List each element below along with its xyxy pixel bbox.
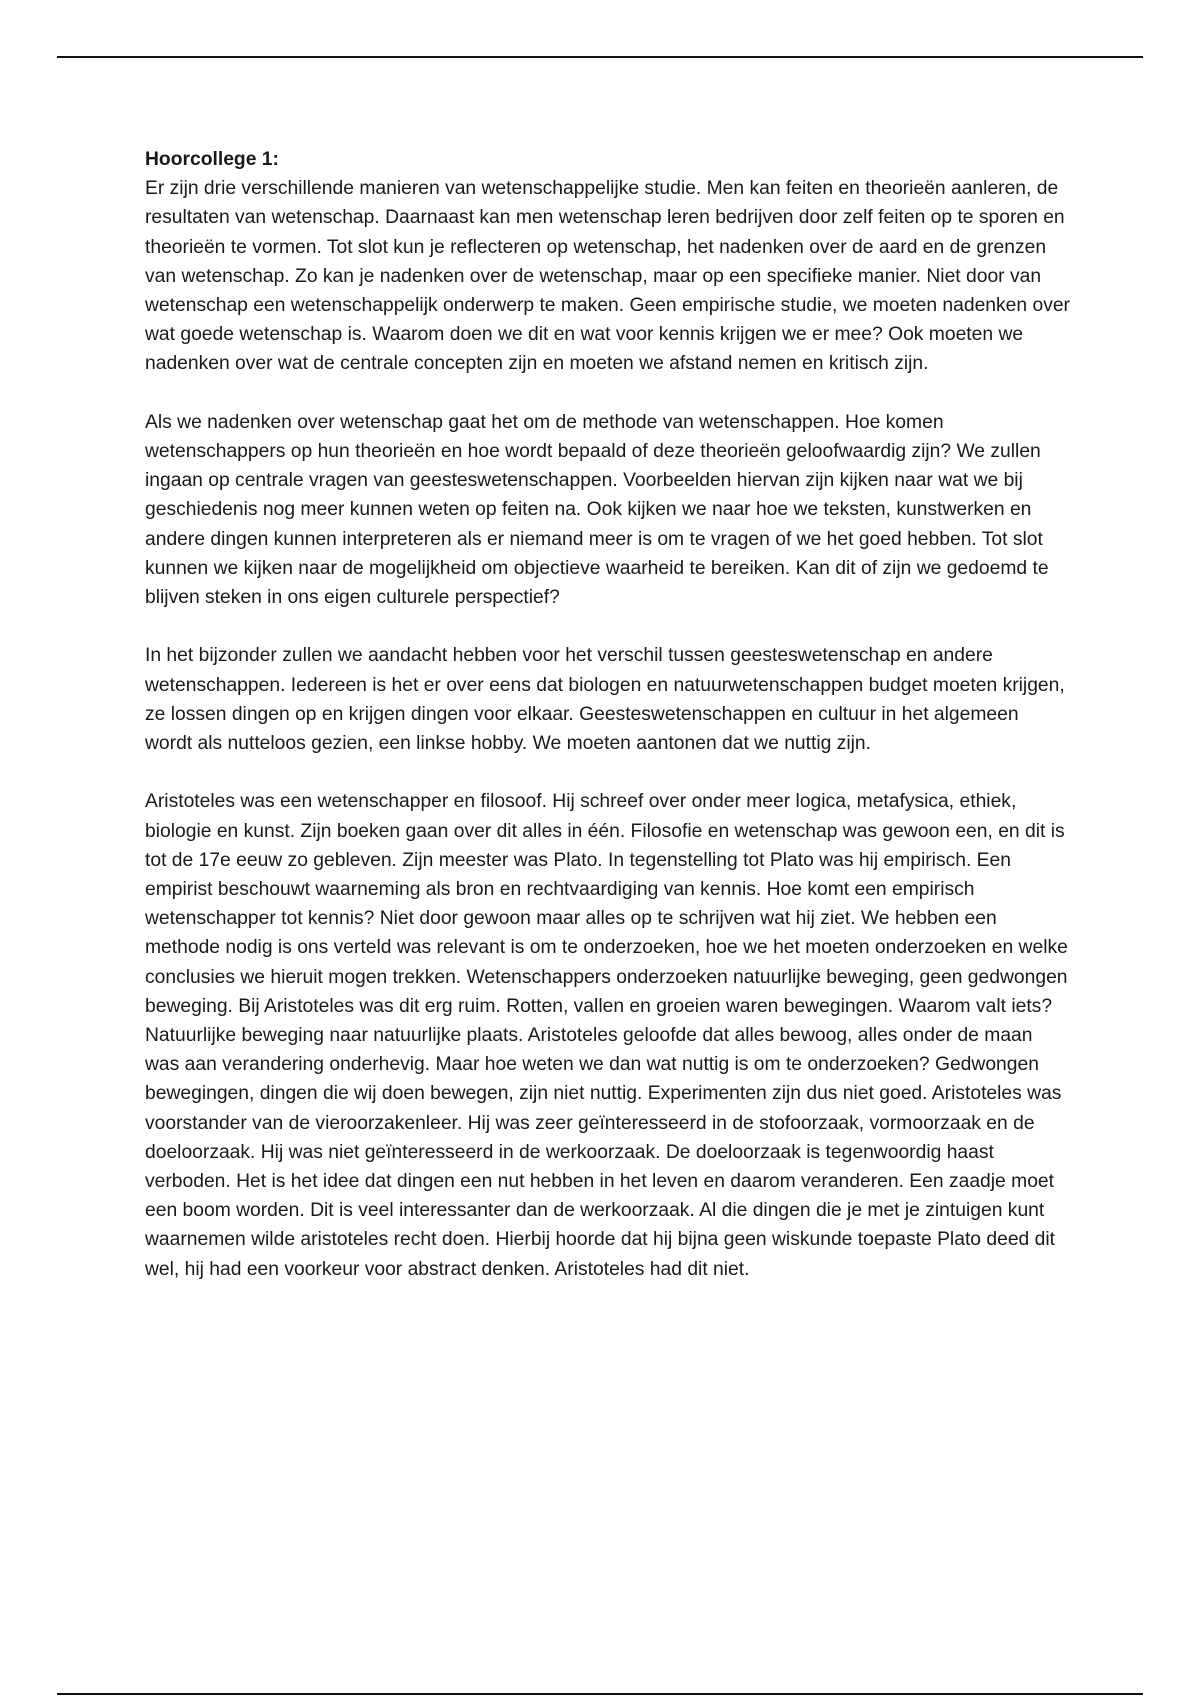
bottom-rule xyxy=(57,1693,1143,1695)
paragraph-4: Aristoteles was een wetenschapper en filosoof. Hij schreef over onder meer logica, metafysica, ethiek, biologie en kunst. Zijn boeken gaan over dit alles in één. Filosofie en wetenschap was gewoon een, en dit is tot de 17e eeuw zo gebleven. Zijn meester was Plato. In tegenstelling tot Plato was hij empirisch. Een empirist beschouwt waarneming als bron en rechtvaardiging van kennis. Hoe komt een empirisch wetenschapper tot kennis? Niet door gewoon maar alles op te schrijven wat hij ziet. We hebben een methode nodig is ons verteld was relevant is om te onderzoeken, hoe we het moeten onderzoeken en welke conclusies we hieruit mogen trekken. Wetenschappers onderzoeken natuurlijke beweging, geen gedwongen beweging. Bij Aristoteles was dit erg ruim. Rotten, vallen en groeien waren bewegingen. Waarom valt iets? Natuurlijke beweging naar natuurlijke plaats. Aristoteles geloofde dat alles bewoog, alles onder de maan was aan verandering onderhevig. Maar hoe weten we dan wat nuttig is om te onderzoeken? Gedwongen bewegingen, dingen die wij doen bewegen, zijn niet nuttig. Experimenten zijn dus niet goed. Aristoteles was voorstander van de vieroorzakenleer. Hij was zeer geïnteresseerd in de stofoorzaak, vormoorzaak en de doeloorzaak. Hij was niet geïnteresseerd in de werkoorzaak. De doeloorzaak is tegenwoordig haast verboden. Het is het idee dat dingen een nut hebben in het leven en daarom veranderen. Een zaadje moet een boom worden. Dit is veel interessanter dan de werkoorzaak. Al die dingen die je met je zintuigen kunt waarnemen wilde aristoteles recht doen. Hierbij hoorde dat hij bijna geen wiskunde toepaste Plato deed dit wel, hij had een voorkeur voor abstract denken. Aristoteles had dit niet. xyxy=(145,791,1068,1280)
document-body xyxy=(145,145,1070,1284)
lecture-heading: Hoorcollege 1: xyxy=(145,149,279,170)
top-rule xyxy=(57,56,1143,58)
paragraph-2: Als we nadenken over wetenschap gaat het om de methode van wetenschappen. Hoe komen wetenschappers op hun theorieën en hoe wordt bepaald of deze theorieën geloofwaardig zijn? We zullen ingaan op centrale vragen van geesteswetenschappen. Voorbeelden hiervan zijn kijken naar wat we bij geschiedenis nog meer kunnen weten op feiten na. Ook kijken we naar hoe we teksten, kunstwerken en andere dingen kunnen interpreteren als er niemand meer is om te vragen of we het goed hebben. Tot slot kunnen we kijken naar de mogelijkheid om objectieve waarheid te bereiken. Kan dit of zijn we gedoemd te blijven steken in ons eigen culturele perspectief? xyxy=(145,411,1049,609)
paragraph-3: In het bijzonder zullen we aandacht hebben voor het verschil tussen geesteswetenschap en andere wetenschappen. Iedereen is het er over eens dat biologen en natuurwetenschappen budget moeten krijgen, ze lossen dingen op en krijgen dingen voor elkaar. Geesteswetenschappen en cultuur in het algemeen wordt als nutteloos gezien, een linkse hobby. We moeten aantonen dat we nuttig zijn. xyxy=(145,645,1065,755)
paragraph-1: Er zijn drie verschillende manieren van wetenschappelijke studie. Men kan feiten en theorieën aanleren, de resultaten van wetenschap. Daarnaast kan men wetenschap leren bedrijven door zelf feiten op te sporen en theorieën te vormen. Tot slot kun je reflecteren op wetenschap, het nadenken over de aard en de grenzen van wetenschap. Zo kan je nadenken over de wetenschap, maar op een specifieke manier. Niet door van wetenschap een wetenschappelijk onderwerp te maken. Geen empirische studie, we moeten nadenken over wat goede wetenschap is. Waarom doen we dit en wat voor kennis krijgen we er mee? Ook moeten we nadenken over wat de centrale concepten zijn en moeten we afstand nemen en kritisch zijn. xyxy=(145,178,1070,375)
